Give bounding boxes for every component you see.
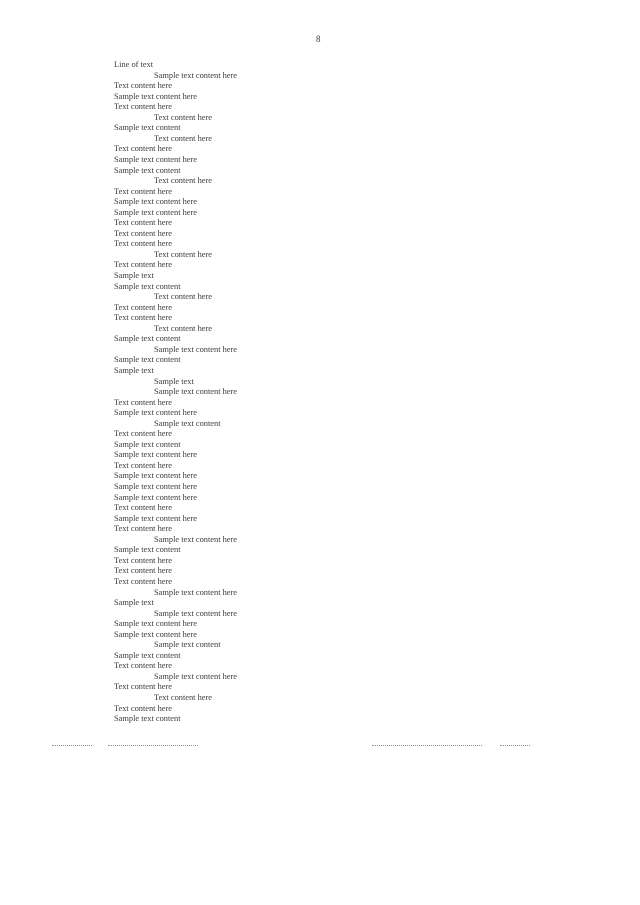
- text-line: Text content here: [114, 303, 173, 312]
- text-line: Sample text content: [114, 334, 181, 343]
- text-line: Text content here: [114, 577, 173, 586]
- text-line: Sample text: [154, 377, 194, 386]
- text-line: Sample text content here: [154, 71, 238, 80]
- text-line: Sample text content here: [154, 588, 238, 597]
- text-line: Sample text content here: [154, 387, 238, 396]
- text-line: Sample text content: [114, 282, 181, 291]
- text-line: Sample text content here: [114, 408, 198, 417]
- text-line: Sample text: [114, 366, 154, 375]
- text-line: Text content here: [114, 682, 173, 691]
- text-line: Text content here: [114, 102, 173, 111]
- text-line: Text content here: [154, 250, 213, 259]
- text-line: Sample text content here: [114, 630, 198, 639]
- text-line: Text content here: [154, 176, 213, 185]
- text-line: Sample text content here: [154, 535, 238, 544]
- text-line: Sample text content here: [114, 92, 198, 101]
- footer-dotted-rule: [372, 745, 482, 746]
- text-line: Text content here: [114, 503, 173, 512]
- text-line: Text content here: [154, 134, 213, 143]
- text-line: Sample text content here: [154, 609, 238, 618]
- text-line: Text content here: [114, 524, 173, 533]
- text-line: Sample text content: [114, 166, 181, 175]
- text-line: Sample text content here: [114, 514, 198, 523]
- text-line: Sample text content here: [114, 197, 198, 206]
- text-line: Text content here: [114, 461, 173, 470]
- text-line: Text content here: [154, 693, 213, 702]
- text-line: Sample text content here: [114, 450, 198, 459]
- text-line: Text content here: [154, 113, 213, 122]
- text-line: Text content here: [114, 218, 173, 227]
- text-line: Line of text: [114, 60, 154, 69]
- text-line: Sample text content: [154, 419, 221, 428]
- text-line: Text content here: [154, 324, 213, 333]
- text-line: Sample text content here: [114, 208, 198, 217]
- text-line: Text content here: [114, 704, 173, 713]
- text-line: Text content here: [114, 661, 173, 670]
- text-line: Sample text content: [114, 123, 181, 132]
- text-line: Sample text content here: [114, 471, 198, 480]
- text-line: Text content here: [154, 292, 213, 301]
- text-line: Sample text content: [114, 714, 181, 723]
- text-line: Text content here: [114, 566, 173, 575]
- text-line: Sample text content here: [114, 155, 198, 164]
- text-line: Sample text content here: [154, 345, 238, 354]
- text-line: Sample text content: [114, 651, 181, 660]
- text-line: Text content here: [114, 313, 173, 322]
- text-line: Sample text content here: [114, 619, 198, 628]
- footer-dotted-rule: [52, 745, 92, 746]
- footer-dotted-rule: [108, 745, 198, 746]
- text-line: Text content here: [114, 398, 173, 407]
- text-line: Sample text: [114, 271, 154, 280]
- footer-dotted-rule: [500, 745, 530, 746]
- text-line: Sample text content here: [114, 482, 198, 491]
- text-line: Text content here: [114, 187, 173, 196]
- page-number: 8: [316, 34, 321, 44]
- text-line: Text content here: [114, 144, 173, 153]
- text-line: Text content here: [114, 556, 173, 565]
- text-line: Sample text: [114, 598, 154, 607]
- text-line: Sample text content here: [114, 493, 198, 502]
- text-line: Text content here: [114, 229, 173, 238]
- text-line: Sample text content: [114, 545, 181, 554]
- text-line: Text content here: [114, 81, 173, 90]
- text-line: Sample text content here: [154, 672, 238, 681]
- text-line: Text content here: [114, 239, 173, 248]
- text-line: Sample text content: [154, 640, 221, 649]
- text-line: Sample text content: [114, 440, 181, 449]
- text-line: Text content here: [114, 260, 173, 269]
- text-line: Text content here: [114, 429, 173, 438]
- text-line: Sample text content: [114, 355, 181, 364]
